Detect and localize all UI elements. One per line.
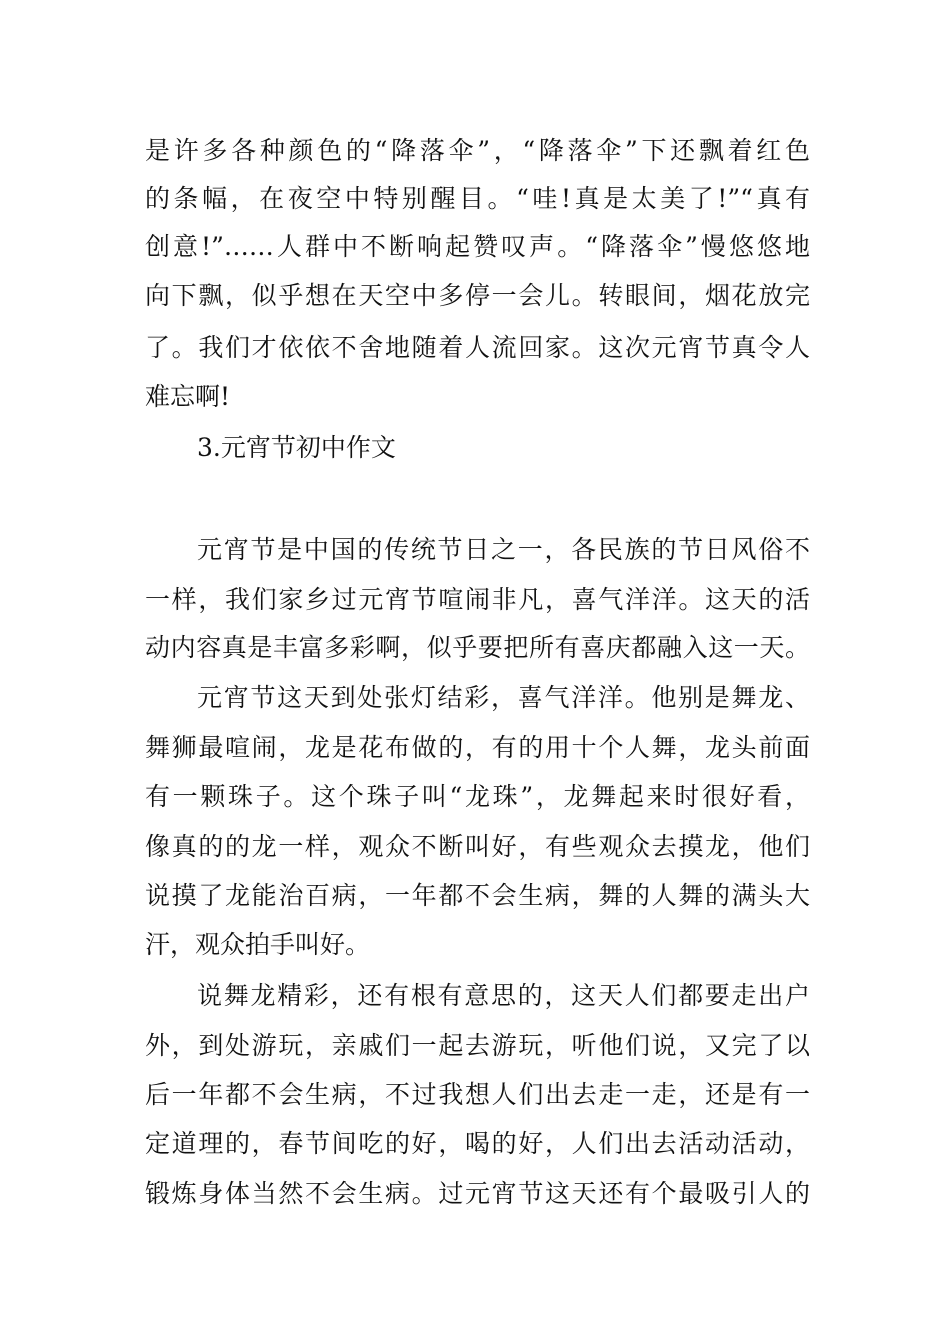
text-line: 汗，观众拍手叫好。: [145, 930, 371, 959]
text-line: 有一颗珠子。这个珠子叫“龙珠”，龙舞起来时很好看，: [145, 782, 810, 811]
text-line: 向下飘，似乎想在天空中多停一会儿。转眼间，烟花放完: [145, 281, 810, 310]
text-line: 说舞龙精彩，还有根有意思的，这天人们都要走出户: [197, 981, 810, 1010]
text-line: 后一年都不会生病，不过我想人们出去走一走，还是有一: [145, 1080, 810, 1109]
text-line: 元宵节这天到处张灯结彩，喜气洋洋。他别是舞龙、: [197, 683, 810, 712]
text-line: 像真的的龙一样，观众不断叫好，有些观众去摸龙，他们: [145, 832, 810, 861]
text-line: 说摸了龙能治百病，一年都不会生病，舞的人舞的满头大: [145, 881, 810, 910]
text-line: 的条幅，在夜空中特别醒目。“哇!真是太美了!”“真有: [145, 184, 810, 213]
section-heading: 3.元宵节初中作文: [197, 433, 396, 462]
text-line: 创意!”……人群中不断响起赞叹声。“降落伞”慢悠悠地: [145, 232, 810, 261]
text-line: 是许多各种颜色的“降落伞”，“降落伞”下还飘着红色: [145, 136, 810, 165]
text-line: 定道理的，春节间吃的好，喝的好，人们出去活动活动，: [145, 1129, 810, 1158]
text-line: 动内容真是丰富多彩啊，似乎要把所有喜庆都融入这一天。: [145, 633, 810, 662]
text-line: 元宵节是中国的传统节日之一，各民族的节日风俗不: [197, 535, 810, 564]
text-line: 了。我们才依依不舍地随着人流回家。这次元宵节真令人: [145, 333, 810, 362]
text-line: 锻炼身体当然不会生病。过元宵节这天还有个最吸引人的: [145, 1179, 810, 1208]
text-line: 舞狮最喧闹，龙是花布做的，有的用十个人舞，龙头前面: [145, 733, 810, 762]
text-line: 一样，我们家乡过元宵节喧闹非凡，喜气洋洋。这天的活: [145, 585, 810, 614]
text-line: 难忘啊!: [145, 382, 231, 411]
text-line: 外，到处游玩，亲戚们一起去游玩，听他们说，又完了以: [145, 1031, 810, 1060]
